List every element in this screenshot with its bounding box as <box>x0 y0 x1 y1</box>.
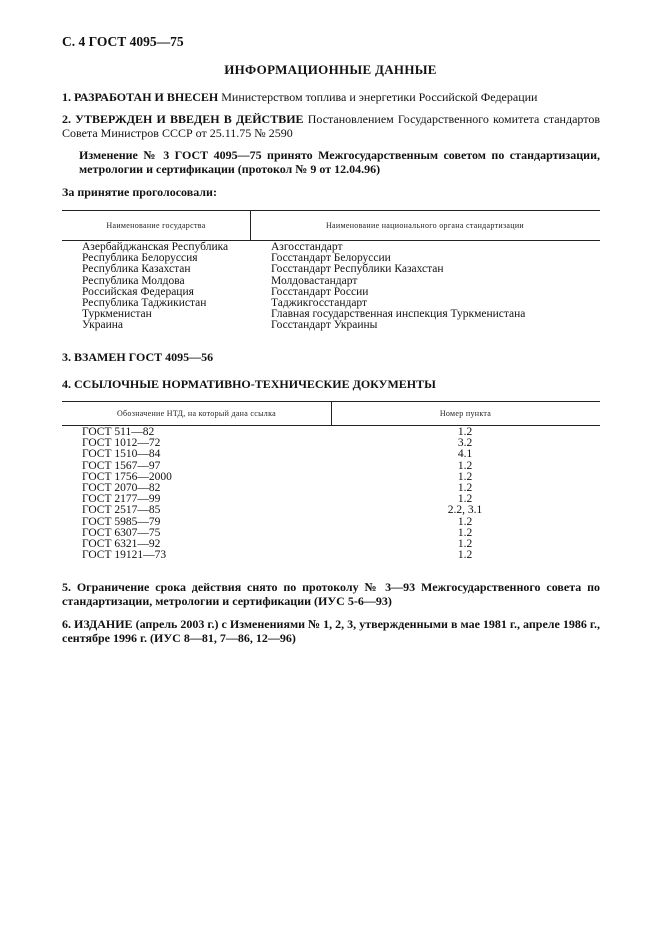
country-row: Республика Белоруссия <box>82 252 198 265</box>
item-1 <box>62 90 600 104</box>
body-row: Госстандарт Республики Казахстан <box>271 263 444 276</box>
body-row: Госстандарт России <box>271 285 369 298</box>
doc-row: ГОСТ 511—82 <box>82 426 155 438</box>
body-row: Госстандарт Украины <box>271 319 378 332</box>
change-note: Изменение № 3 ГОСТ 4095—75 принято Межгосударственным советом по стандартизации, метрологии и сертификации (протокол № 9 от 12.04.96) <box>79 148 600 176</box>
doc-row: ГОСТ 5985—79 <box>82 515 161 528</box>
body-row: Молдовастандарт <box>271 274 358 287</box>
vote-table-top-rule <box>62 210 600 211</box>
country-row: Российская Федерация <box>82 285 194 298</box>
doc-row: ГОСТ 6307—75 <box>82 526 161 539</box>
point-row: 1.2 <box>457 549 473 562</box>
ref-header-doc: Обозначение НТД, на который дана ссылка <box>116 409 277 418</box>
ref-points-list <box>425 427 505 561</box>
doc-row: ГОСТ 2517—85 <box>82 504 161 517</box>
body-row: Главная государственная инспекция Туркменистана <box>271 308 526 321</box>
item-2 <box>62 112 600 140</box>
point-row: 1.2 <box>457 459 473 472</box>
doc-row: ГОСТ 1567—97 <box>82 459 161 472</box>
vote-header-country: Наименование государства <box>106 221 206 230</box>
item-1-heading: 1. РАЗРАБОТАН И ВНЕСЕН <box>62 90 219 104</box>
ref-header-point: Номер пункта <box>439 409 492 418</box>
country-row: Туркменистан <box>82 308 152 321</box>
point-row: 3.2 <box>457 437 473 450</box>
doc-row: ГОСТ 19121—73 <box>82 549 167 562</box>
country-row: Республика Таджикистан <box>82 297 207 310</box>
item-1-text: Министерством топлива и энергетики Российской Федерации <box>221 90 538 104</box>
vote-countries-list <box>82 242 228 332</box>
body-row: Госстандарт Белоруссии <box>271 252 391 265</box>
point-row: 1.2 <box>457 470 473 483</box>
vote-bodies-list <box>271 242 525 332</box>
point-row: 1.2 <box>457 426 473 438</box>
body-row: Азгосстандарт <box>271 241 343 253</box>
item-6: 6. ИЗДАНИЕ (апрель 2003 г.) с Изменениями № 1, 2, 3, утвержденными в мае 1981 г., апреле 1986 г., сентябре 1996 г. (ИУС 8—81, 7—86, 12—96) <box>62 617 600 645</box>
doc-row: ГОСТ 1012—72 <box>82 437 161 450</box>
point-row: 4.1 <box>457 448 473 461</box>
point-row: 1.2 <box>457 538 473 551</box>
item-3: 3. ВЗАМЕН ГОСТ 4095—56 <box>62 350 214 364</box>
point-row: 1.2 <box>457 526 473 539</box>
page-header: С. 4 ГОСТ 4095—75 <box>62 34 184 49</box>
doc-row: ГОСТ 2070—82 <box>82 482 161 495</box>
point-row: 2.2, 3.1 <box>447 504 483 517</box>
doc-row: ГОСТ 2177—99 <box>82 493 161 506</box>
country-row: Республика Казахстан <box>82 263 191 276</box>
item-2-text: Постановлением Государственного комитета стандартов Совета Министров СССР от 25.11.75 № 2590 <box>62 112 601 140</box>
item-4: 4. ССЫЛОЧНЫЕ НОРМАТИВНО-ТЕХНИЧЕСКИЕ ДОКУМЕНТЫ <box>62 377 436 391</box>
item-5: 5. Ограничение срока действия снято по протоколу № 3—93 Межгосударственного совета по стандартизации, метрологии и сертификации (ИУС 5-6—93) <box>62 580 600 608</box>
doc-row: ГОСТ 1756—2000 <box>82 470 172 483</box>
vote-header-body: Наименование национального органа стандартизации <box>325 221 525 230</box>
point-row: 1.2 <box>457 515 473 528</box>
body-row: Таджикгосстандарт <box>271 297 368 310</box>
vote-label: За принятие проголосовали: <box>62 185 217 199</box>
ref-docs-list <box>82 427 172 561</box>
point-row: 1.2 <box>457 493 473 506</box>
item-2-heading: 2. УТВЕРЖДЕН И ВВЕДЕН В ДЕЙСТВИЕ <box>62 112 304 126</box>
country-row: Азербайджанская Республика <box>82 241 229 253</box>
section-title: ИНФОРМАЦИОННЫЕ ДАННЫЕ <box>224 62 437 77</box>
country-row: Республика Молдова <box>82 274 185 287</box>
doc-row: ГОСТ 6321—92 <box>82 538 161 551</box>
doc-row: ГОСТ 1510—84 <box>82 448 161 461</box>
country-row: Украина <box>82 319 123 332</box>
point-row: 1.2 <box>457 482 473 495</box>
